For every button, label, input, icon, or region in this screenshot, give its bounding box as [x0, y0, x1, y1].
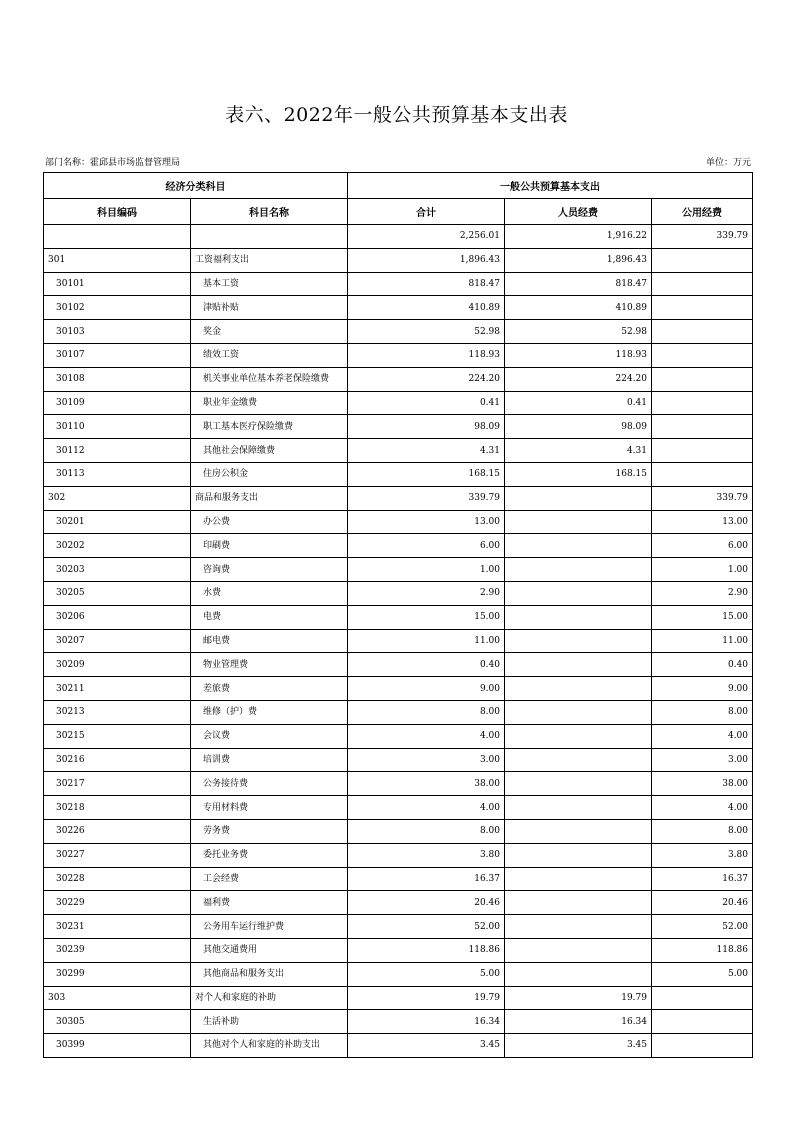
- name-cell: 其他社会保障缴费: [191, 439, 348, 463]
- table-row: [44, 772, 753, 796]
- public-cell: 52.00: [652, 915, 753, 939]
- personnel-cell: [505, 796, 652, 820]
- personnel-cell: [505, 772, 652, 796]
- public-cell: 15.00: [652, 605, 753, 629]
- code-cell: 30218: [44, 796, 191, 820]
- table-row: [44, 272, 753, 296]
- name-cell: 生活补助: [191, 1010, 348, 1034]
- total-cell: 16.37: [348, 867, 505, 891]
- total-cell: 118.93: [348, 343, 505, 367]
- code-cell: 30239: [44, 938, 191, 962]
- name-cell: 委托业务费: [191, 843, 348, 867]
- code-cell: 30113: [44, 462, 191, 486]
- code-cell: 30229: [44, 891, 191, 915]
- total-cell: 118.86: [348, 938, 505, 962]
- table-row: [44, 534, 753, 558]
- total-cell: 0.41: [348, 391, 505, 415]
- total-cell: 2.90: [348, 581, 505, 605]
- code-cell: 30399: [44, 1034, 191, 1058]
- code-cell: 30231: [44, 915, 191, 939]
- name-cell: 会议费: [191, 724, 348, 748]
- total-cell: 1.00: [348, 558, 505, 582]
- personnel-cell: 168.15: [505, 462, 652, 486]
- table-row: [44, 581, 753, 605]
- name-cell: 物业管理费: [191, 653, 348, 677]
- personnel-cell: [505, 867, 652, 891]
- public-cell: [652, 1010, 753, 1034]
- total-cell: 13.00: [348, 510, 505, 534]
- table-row: [44, 462, 753, 486]
- name-cell: 公务用车运行维护费: [191, 915, 348, 939]
- code-cell: 30226: [44, 819, 191, 843]
- total-cell: 3.80: [348, 843, 505, 867]
- header-personnel: 人员经费: [505, 199, 652, 225]
- public-cell: 4.00: [652, 796, 753, 820]
- name-cell: 基本工资: [191, 272, 348, 296]
- code-cell: 30201: [44, 510, 191, 534]
- personnel-cell: [505, 724, 652, 748]
- personnel-cell: [505, 843, 652, 867]
- table-row: [44, 558, 753, 582]
- public-cell: 20.46: [652, 891, 753, 915]
- code-cell: 301: [44, 248, 191, 272]
- total-cell: 8.00: [348, 819, 505, 843]
- code-cell: 30209: [44, 653, 191, 677]
- table-row: [44, 938, 753, 962]
- personnel-cell: [505, 938, 652, 962]
- total-cell: 4.31: [348, 439, 505, 463]
- code-cell: 30203: [44, 558, 191, 582]
- public-cell: 4.00: [652, 724, 753, 748]
- personnel-cell: [505, 534, 652, 558]
- total-cell: 168.15: [348, 462, 505, 486]
- personnel-cell: 1,896.43: [505, 248, 652, 272]
- personnel-cell: 224.20: [505, 367, 652, 391]
- personnel-cell: [505, 915, 652, 939]
- total-cell: 16.34: [348, 1010, 505, 1034]
- total-cell: 52.00: [348, 915, 505, 939]
- personnel-cell: 3.45: [505, 1034, 652, 1058]
- name-cell: 其他商品和服务支出: [191, 962, 348, 986]
- table-row: [44, 367, 753, 391]
- code-cell: 30228: [44, 867, 191, 891]
- public-cell: [652, 462, 753, 486]
- total-cell: 3.00: [348, 748, 505, 772]
- table-row: [44, 415, 753, 439]
- table-row: [44, 605, 753, 629]
- public-cell: 339.79: [652, 486, 753, 510]
- table-row: [44, 891, 753, 915]
- public-cell: 8.00: [652, 819, 753, 843]
- table-row: [44, 439, 753, 463]
- header-code: 科目编码: [44, 199, 191, 225]
- total-cell: 15.00: [348, 605, 505, 629]
- personnel-cell: 0.41: [505, 391, 652, 415]
- personnel-cell: [505, 962, 652, 986]
- table-row: [44, 700, 753, 724]
- total-cell: 1,896.43: [348, 248, 505, 272]
- personnel-cell: [505, 605, 652, 629]
- public-cell: 13.00: [652, 510, 753, 534]
- table-row: [44, 1034, 753, 1058]
- table-row: [44, 486, 753, 510]
- name-cell: 培训费: [191, 748, 348, 772]
- personnel-cell: 52.98: [505, 320, 652, 344]
- total-cell: 410.89: [348, 296, 505, 320]
- public-cell: [652, 248, 753, 272]
- total-cell: 19.79: [348, 986, 505, 1010]
- code-cell: 30206: [44, 605, 191, 629]
- budget-table: [43, 172, 753, 1058]
- code-cell: 30213: [44, 700, 191, 724]
- table-row: [44, 248, 753, 272]
- name-cell: [191, 225, 348, 249]
- public-cell: 16.37: [652, 867, 753, 891]
- personnel-cell: [505, 677, 652, 701]
- name-cell: 绩效工资: [191, 343, 348, 367]
- name-cell: 职业年金缴费: [191, 391, 348, 415]
- public-cell: 3.00: [652, 748, 753, 772]
- public-cell: 6.00: [652, 534, 753, 558]
- personnel-cell: [505, 653, 652, 677]
- total-cell: 11.00: [348, 629, 505, 653]
- public-cell: 1.00: [652, 558, 753, 582]
- personnel-cell: 118.93: [505, 343, 652, 367]
- code-cell: 30207: [44, 629, 191, 653]
- personnel-cell: [505, 700, 652, 724]
- table-row: [44, 296, 753, 320]
- code-cell: 30110: [44, 415, 191, 439]
- name-cell: 邮电费: [191, 629, 348, 653]
- public-cell: 0.40: [652, 653, 753, 677]
- total-cell: 5.00: [348, 962, 505, 986]
- table-row: [44, 867, 753, 891]
- code-cell: 30211: [44, 677, 191, 701]
- table-row: [44, 225, 753, 249]
- table-row: [44, 986, 753, 1010]
- code-cell: 30227: [44, 843, 191, 867]
- code-cell: 30103: [44, 320, 191, 344]
- personnel-cell: [505, 891, 652, 915]
- code-cell: 30215: [44, 724, 191, 748]
- total-cell: 6.00: [348, 534, 505, 558]
- public-cell: [652, 367, 753, 391]
- name-cell: 福利费: [191, 891, 348, 915]
- header-group-row: [44, 173, 753, 199]
- table-row: [44, 843, 753, 867]
- name-cell: 电费: [191, 605, 348, 629]
- name-cell: 其他交通费用: [191, 938, 348, 962]
- name-cell: 印刷费: [191, 534, 348, 558]
- department-label: 部门名称：霍邱县市场监督管理局: [45, 158, 181, 168]
- public-cell: 5.00: [652, 962, 753, 986]
- personnel-cell: [505, 558, 652, 582]
- header-basic-expenditure: 一般公共预算基本支出: [348, 173, 753, 199]
- public-cell: [652, 1034, 753, 1058]
- code-cell: 30205: [44, 581, 191, 605]
- public-cell: [652, 272, 753, 296]
- public-cell: 3.80: [652, 843, 753, 867]
- table-row: [44, 510, 753, 534]
- name-cell: 奖金: [191, 320, 348, 344]
- public-cell: [652, 415, 753, 439]
- name-cell: 津贴补贴: [191, 296, 348, 320]
- name-cell: 机关事业单位基本养老保险缴费: [191, 367, 348, 391]
- code-cell: 30202: [44, 534, 191, 558]
- meta-bar: [45, 155, 751, 169]
- code-cell: 30112: [44, 439, 191, 463]
- name-cell: 职工基本医疗保险缴费: [191, 415, 348, 439]
- total-cell: 0.40: [348, 653, 505, 677]
- table-row: [44, 653, 753, 677]
- public-cell: 2.90: [652, 581, 753, 605]
- total-cell: 20.46: [348, 891, 505, 915]
- table-row: [44, 677, 753, 701]
- personnel-cell: 1,916.22: [505, 225, 652, 249]
- code-cell: 303: [44, 986, 191, 1010]
- header-name: 科目名称: [191, 199, 348, 225]
- name-cell: 办公费: [191, 510, 348, 534]
- public-cell: [652, 296, 753, 320]
- page-title: 表六、2022年一般公共预算基本支出表: [225, 104, 568, 126]
- personnel-cell: [505, 629, 652, 653]
- table-row: [44, 724, 753, 748]
- personnel-cell: 410.89: [505, 296, 652, 320]
- personnel-cell: [505, 510, 652, 534]
- public-cell: 339.79: [652, 225, 753, 249]
- table-row: [44, 343, 753, 367]
- table-row: [44, 391, 753, 415]
- name-cell: 商品和服务支出: [191, 486, 348, 510]
- total-cell: 339.79: [348, 486, 505, 510]
- total-cell: 8.00: [348, 700, 505, 724]
- header-economic-category: 经济分类科目: [44, 173, 348, 199]
- header-total: 合计: [348, 199, 505, 225]
- code-cell: 30305: [44, 1010, 191, 1034]
- public-cell: [652, 391, 753, 415]
- personnel-cell: 4.31: [505, 439, 652, 463]
- personnel-cell: 16.34: [505, 1010, 652, 1034]
- code-cell: 30299: [44, 962, 191, 986]
- name-cell: 公务接待费: [191, 772, 348, 796]
- total-cell: 9.00: [348, 677, 505, 701]
- table-row: [44, 320, 753, 344]
- public-cell: 8.00: [652, 700, 753, 724]
- total-cell: 2,256.01: [348, 225, 505, 249]
- total-cell: 224.20: [348, 367, 505, 391]
- header-column-row: [44, 199, 753, 225]
- personnel-cell: 818.47: [505, 272, 652, 296]
- name-cell: 劳务费: [191, 819, 348, 843]
- public-cell: [652, 320, 753, 344]
- table-row: [44, 915, 753, 939]
- table-row: [44, 796, 753, 820]
- name-cell: 水费: [191, 581, 348, 605]
- name-cell: 维修（护）费: [191, 700, 348, 724]
- code-cell: 30108: [44, 367, 191, 391]
- personnel-cell: [505, 819, 652, 843]
- total-cell: 3.45: [348, 1034, 505, 1058]
- personnel-cell: 19.79: [505, 986, 652, 1010]
- table-row: [44, 1010, 753, 1034]
- total-cell: 4.00: [348, 724, 505, 748]
- total-cell: 38.00: [348, 772, 505, 796]
- public-cell: 11.00: [652, 629, 753, 653]
- name-cell: 住房公积金: [191, 462, 348, 486]
- name-cell: 工会经费: [191, 867, 348, 891]
- public-cell: [652, 439, 753, 463]
- table-row: [44, 819, 753, 843]
- table-row: [44, 629, 753, 653]
- table-row: [44, 748, 753, 772]
- name-cell: 工资福利支出: [191, 248, 348, 272]
- public-cell: 9.00: [652, 677, 753, 701]
- code-cell: 30107: [44, 343, 191, 367]
- code-cell: 30109: [44, 391, 191, 415]
- code-cell: 30216: [44, 748, 191, 772]
- public-cell: [652, 986, 753, 1010]
- public-cell: [652, 343, 753, 367]
- code-cell: 30101: [44, 272, 191, 296]
- header-public: 公用经费: [652, 199, 753, 225]
- personnel-cell: [505, 581, 652, 605]
- public-cell: 38.00: [652, 772, 753, 796]
- name-cell: 其他对个人和家庭的补助支出: [191, 1034, 348, 1058]
- code-cell: 30217: [44, 772, 191, 796]
- code-cell: 30102: [44, 296, 191, 320]
- name-cell: 咨询费: [191, 558, 348, 582]
- total-cell: 4.00: [348, 796, 505, 820]
- table-row: [44, 962, 753, 986]
- unit-label: 单位：万元: [705, 158, 751, 168]
- personnel-cell: [505, 748, 652, 772]
- name-cell: 专用材料费: [191, 796, 348, 820]
- personnel-cell: 98.09: [505, 415, 652, 439]
- code-cell: [44, 225, 191, 249]
- total-cell: 52.98: [348, 320, 505, 344]
- code-cell: 302: [44, 486, 191, 510]
- personnel-cell: [505, 486, 652, 510]
- name-cell: 对个人和家庭的补助: [191, 986, 348, 1010]
- total-cell: 98.09: [348, 415, 505, 439]
- total-cell: 818.47: [348, 272, 505, 296]
- public-cell: 118.86: [652, 938, 753, 962]
- name-cell: 差旅费: [191, 677, 348, 701]
